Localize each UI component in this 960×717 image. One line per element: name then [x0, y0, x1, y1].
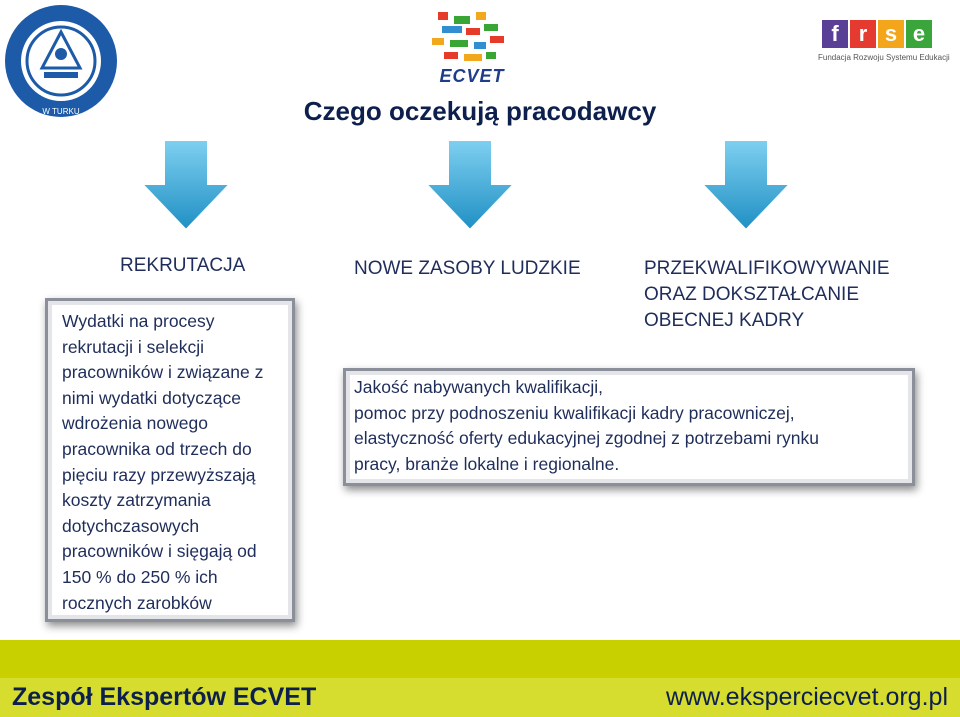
- svg-text:W TURKU: W TURKU: [42, 107, 80, 116]
- text-line: Jakość nabywanych kwalifikacji,: [354, 377, 603, 397]
- heading-retraining-line: PRZEKWALIFIKOWYWANIE: [644, 258, 890, 279]
- arrow-down-icon: [700, 140, 792, 232]
- text-line: Wydatki na procesy: [62, 311, 215, 331]
- text-line: koszty zatrzymania: [62, 490, 211, 511]
- text-line: pomoc przy podnoszeniu kwalifikacji kadry pracowniczej,: [354, 402, 795, 423]
- text-line: pracowników i sięgają od: [62, 541, 257, 562]
- page-title: Czego oczekują pracodawcy: [303, 96, 657, 126]
- recruitment-box: [45, 298, 295, 622]
- qualifications-box: [343, 368, 915, 486]
- arrow-down-icon: [140, 140, 232, 232]
- text-line: pracownika od trzech do: [62, 438, 252, 459]
- text-line: rocznych zarobków: [62, 592, 212, 613]
- frse-subtitle: Fundacja Rozwoju Systemu Edukacji: [818, 53, 950, 62]
- text-line: pracowników i związane z: [62, 362, 264, 383]
- heading-recruitment: REKRUTACJA: [120, 255, 246, 276]
- heading-new-human-resources: NOWE ZASOBY LUDZKIE: [354, 258, 581, 279]
- recruitment-text: [62, 309, 292, 616]
- ecvet-logo-text: ECVET: [439, 66, 505, 86]
- text-line: pięciu razy przewyższają: [62, 464, 256, 485]
- heading-retraining-line: OBECNEJ KADRY: [644, 310, 805, 331]
- text-line: dotychczasowych: [62, 515, 200, 536]
- text-line: rekrutacji i selekcji: [62, 336, 204, 357]
- text-line: 150 % do 250 % ich: [62, 566, 218, 587]
- footer-team-name: Zespół Ekspertów ECVET: [12, 683, 317, 711]
- frse-logo: f r s e Fundacja Rozwoju Systemu Edukacji: [818, 21, 950, 62]
- heading-retraining: [644, 256, 890, 334]
- arrow-down-icon: [424, 140, 516, 232]
- text-line: wdrożenia nowego: [62, 413, 208, 434]
- text-line: elastyczność oferty edukacyjnej zgodnej z potrzebami rynku: [354, 428, 819, 449]
- text-line: pracy, branże lokalne i regionalne.: [354, 453, 620, 474]
- heading-retraining-line: ORAZ DOKSZTAŁCANIE: [644, 284, 860, 305]
- text-line: nimi wydatki dotyczące: [62, 387, 241, 408]
- qualifications-text: [354, 375, 910, 477]
- footer-website-link[interactable]: www.eksperciecvet.org.pl: [665, 683, 948, 711]
- ecvet-logo: [424, 6, 516, 96]
